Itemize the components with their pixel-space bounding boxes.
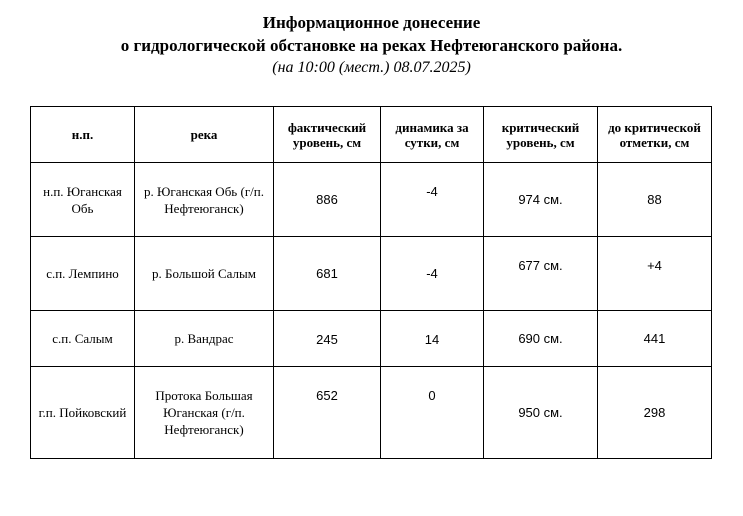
table-row — [31, 311, 712, 367]
cell-river: р. Юганская Обь (г/п. Нефтеюганск) — [135, 163, 274, 237]
cell-np: н.п. Юганская Обь — [31, 163, 135, 237]
header-dynamic: динамика за сутки, см — [381, 107, 484, 163]
table-row — [31, 163, 712, 237]
table-row — [31, 237, 712, 311]
cell-level: 886 — [274, 163, 381, 237]
hydrology-table — [30, 106, 712, 459]
cell-np: с.п. Лемпино — [31, 237, 135, 311]
cell-critical: 677 см. — [484, 237, 598, 311]
header-level: фактический уровень, см — [274, 107, 381, 163]
cell-to-critical: +4 — [598, 237, 712, 311]
header-to-critical: до критической отметки, см — [598, 107, 712, 163]
cell-critical: 690 см. — [484, 311, 598, 367]
cell-dynamic: 14 — [381, 311, 484, 367]
cell-to-critical: 298 — [598, 367, 712, 459]
cell-np: г.п. Пойковский — [31, 367, 135, 459]
cell-critical: 974 см. — [484, 163, 598, 237]
header-critical: критический уровень, см — [484, 107, 598, 163]
cell-river: р. Большой Салым — [135, 237, 274, 311]
report-datetime: (на 10:00 (мест.) 08.07.2025) — [272, 59, 471, 76]
table-header-row — [31, 107, 712, 163]
cell-critical: 950 см. — [484, 367, 598, 459]
cell-level: 681 — [274, 237, 381, 311]
report-subtitle: о гидрологической обстановке на реках Нефтеюганского района. — [120, 36, 623, 55]
cell-np: с.п. Салым — [31, 311, 135, 367]
cell-river: Протока Большая Юганская (г/п. Нефтеюганск) — [135, 367, 274, 459]
cell-to-critical: 441 — [598, 311, 712, 367]
header-river: река — [135, 107, 274, 163]
table-row — [31, 367, 712, 459]
cell-dynamic: -4 — [381, 163, 484, 237]
report-title: Информационное донесение — [262, 13, 481, 32]
cell-river: р. Вандрас — [135, 311, 274, 367]
cell-dynamic: 0 — [381, 367, 484, 459]
cell-level: 245 — [274, 311, 381, 367]
cell-dynamic: -4 — [381, 237, 484, 311]
header-np: н.п. — [31, 107, 135, 163]
cell-to-critical: 88 — [598, 163, 712, 237]
cell-level: 652 — [274, 367, 381, 459]
